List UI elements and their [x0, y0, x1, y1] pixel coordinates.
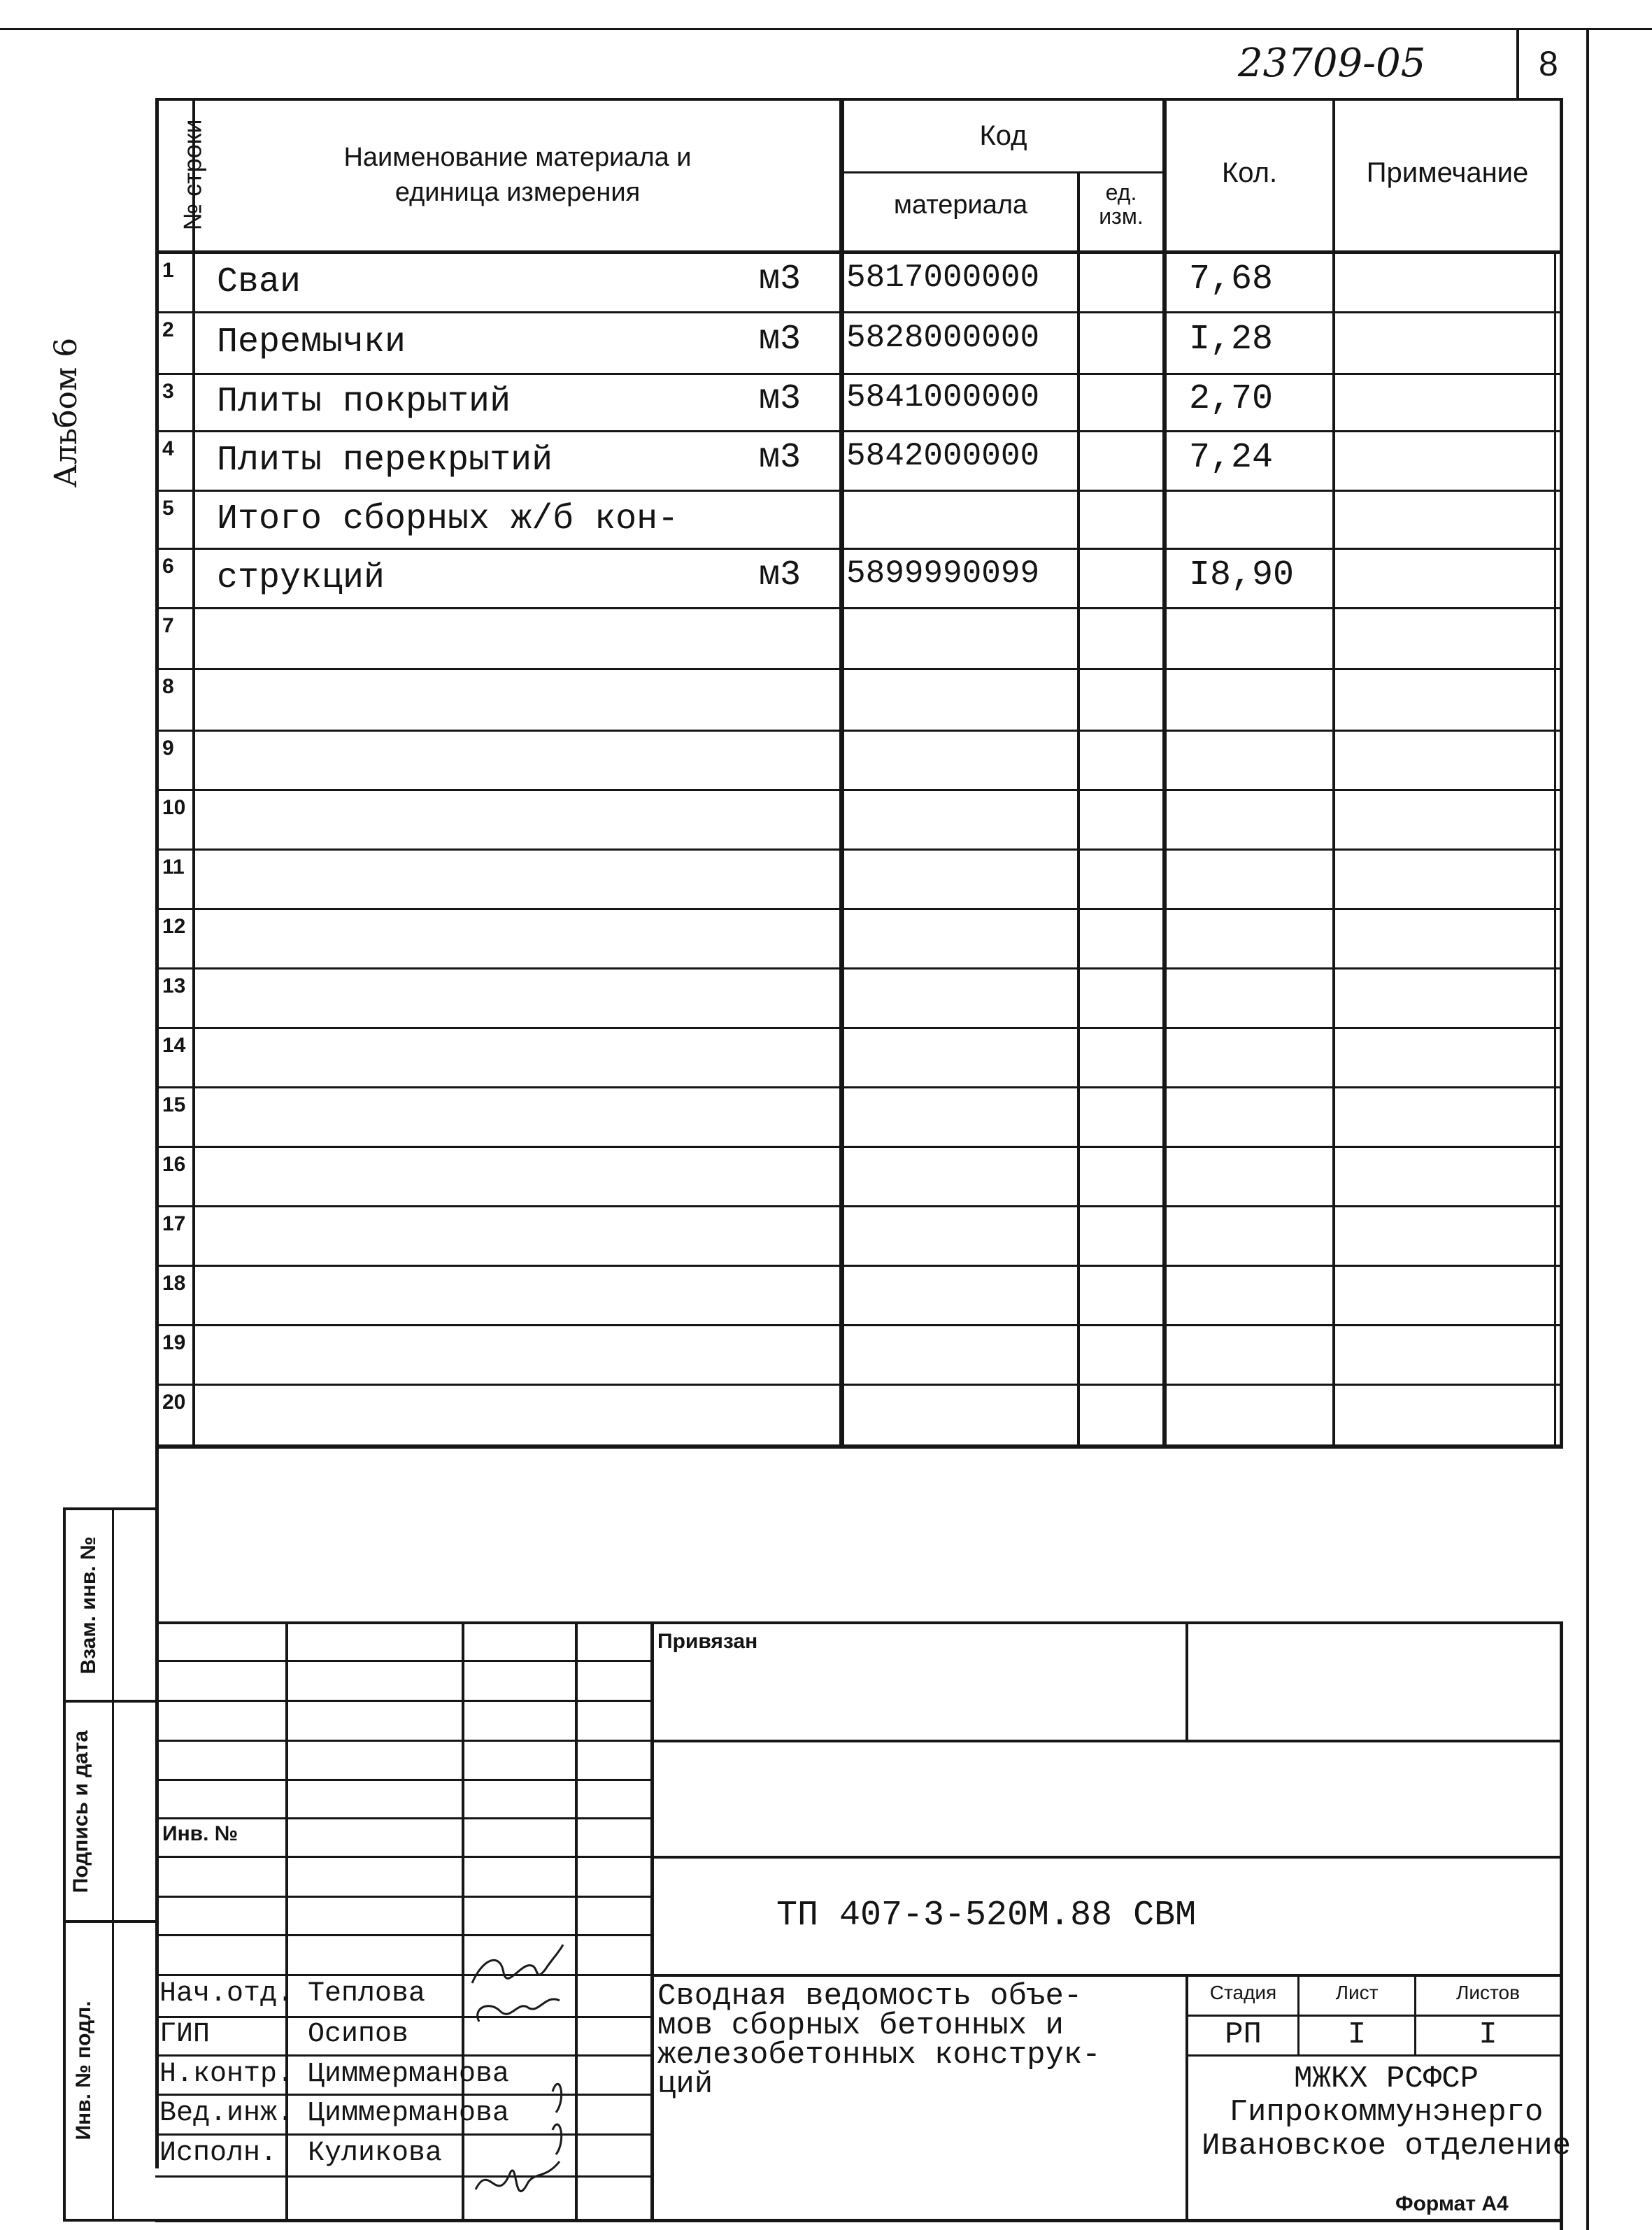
row-number: 9: [162, 737, 174, 760]
header-code: Код: [979, 120, 1027, 151]
row-unit: м3: [759, 260, 802, 299]
row-number: 4: [162, 437, 174, 460]
signer-name: Циммерманова: [308, 2059, 510, 2090]
row-number: 14: [162, 1034, 186, 1057]
sheets-value: I: [1479, 2017, 1497, 2052]
row-number: 17: [162, 1212, 186, 1235]
row-number: 5: [162, 497, 174, 520]
row-number: 12: [162, 915, 186, 938]
header-name: Наименование материала и единица измерения: [343, 143, 692, 207]
stage-value: РП: [1225, 2017, 1262, 2052]
row-qty: I,28: [1189, 320, 1274, 360]
format-label: Формат А4: [1395, 2192, 1509, 2215]
doc-title: Сводная ведомость объе- мов сборных бетонных и железобетонных конструк- ций: [657, 1979, 1101, 2102]
row-unit: м3: [759, 555, 802, 595]
side-podpis-data: Подпись и дата: [69, 1730, 92, 1894]
album-label: Альбом 6: [48, 337, 84, 488]
signature-marks: [462, 1931, 581, 2224]
signer-role: Нач.отд.: [159, 1978, 294, 2010]
header-code-unit: ед. изм.: [1099, 180, 1144, 229]
row-unit: м3: [759, 438, 802, 478]
side-inv-podl: Инв. № подл.: [72, 2001, 95, 2140]
row-qty: 7,68: [1189, 260, 1274, 299]
signer-role: ГИП: [159, 2019, 211, 2050]
row-unit: м3: [759, 379, 802, 419]
row-number: 13: [162, 974, 186, 997]
row-name: Плиты перекрытий: [217, 441, 553, 481]
signer-name: Циммерманова: [308, 2098, 510, 2129]
header-row-no: № строки: [178, 119, 207, 231]
row-number: 16: [162, 1153, 186, 1176]
signer-role: Исполн.: [159, 2138, 278, 2169]
row-number: 19: [162, 1331, 186, 1354]
row-name: Перемычки: [217, 322, 406, 362]
privyazan-label: Привязан: [657, 1630, 758, 1653]
row-name: Плиты покрытий: [217, 382, 511, 422]
row-number: 20: [162, 1391, 186, 1414]
signer-name: Осипов: [308, 2019, 409, 2050]
stage-label: Стадия: [1209, 1982, 1277, 2003]
row-number: 10: [162, 796, 186, 819]
page-number: 8: [1539, 44, 1558, 83]
signer-name: Куликова: [308, 2138, 443, 2169]
row-name: Сваи: [217, 262, 301, 302]
row-code: 5842000000: [846, 438, 1040, 474]
row-qty: 2,70: [1189, 379, 1274, 419]
row-number: 1: [162, 259, 174, 282]
sheet-label: Лист: [1335, 1982, 1379, 2003]
signer-role: Н.контр.: [159, 2059, 294, 2090]
row-unit: м3: [759, 320, 802, 360]
row-number: 3: [162, 380, 174, 403]
sheets-label: Листов: [1456, 1982, 1520, 2003]
row-name: Итого сборных ж/б кон-: [217, 499, 679, 539]
signer-role: Вед.инж.: [159, 2098, 294, 2129]
side-vzam-inv: Взам. инв. №: [77, 1536, 100, 1675]
inv-no-label: Инв. №: [162, 1822, 238, 1845]
row-code: 5841000000: [846, 379, 1040, 416]
row-qty: I8,90: [1189, 555, 1295, 595]
row-number: 11: [162, 855, 185, 879]
header-code-material: материала: [893, 190, 1028, 220]
row-name: струкций: [217, 558, 385, 598]
row-number: 7: [162, 614, 174, 637]
doc-code: ТП 407-3-520М.88 СВМ: [776, 1896, 1197, 1936]
row-qty: 7,24: [1189, 438, 1274, 478]
row-number: 18: [162, 1272, 186, 1295]
row-code: 5899990099: [846, 555, 1040, 592]
row-number: 6: [162, 555, 174, 578]
document-number: 23709-05: [1238, 41, 1426, 86]
signer-name: Теплова: [308, 1978, 426, 2010]
row-code: 5817000000: [846, 260, 1040, 296]
header-note: Примечание: [1366, 157, 1529, 188]
header-qty: Кол.: [1221, 157, 1278, 188]
row-number: 2: [162, 318, 174, 341]
organization: МЖКХ РСФСР Гипрокоммунэнерго Ивановское отделение: [1201, 2061, 1572, 2164]
row-code: 5828000000: [846, 320, 1040, 356]
row-number: 15: [162, 1093, 186, 1116]
row-number: 8: [162, 675, 174, 698]
sheet-value: I: [1347, 2017, 1367, 2052]
